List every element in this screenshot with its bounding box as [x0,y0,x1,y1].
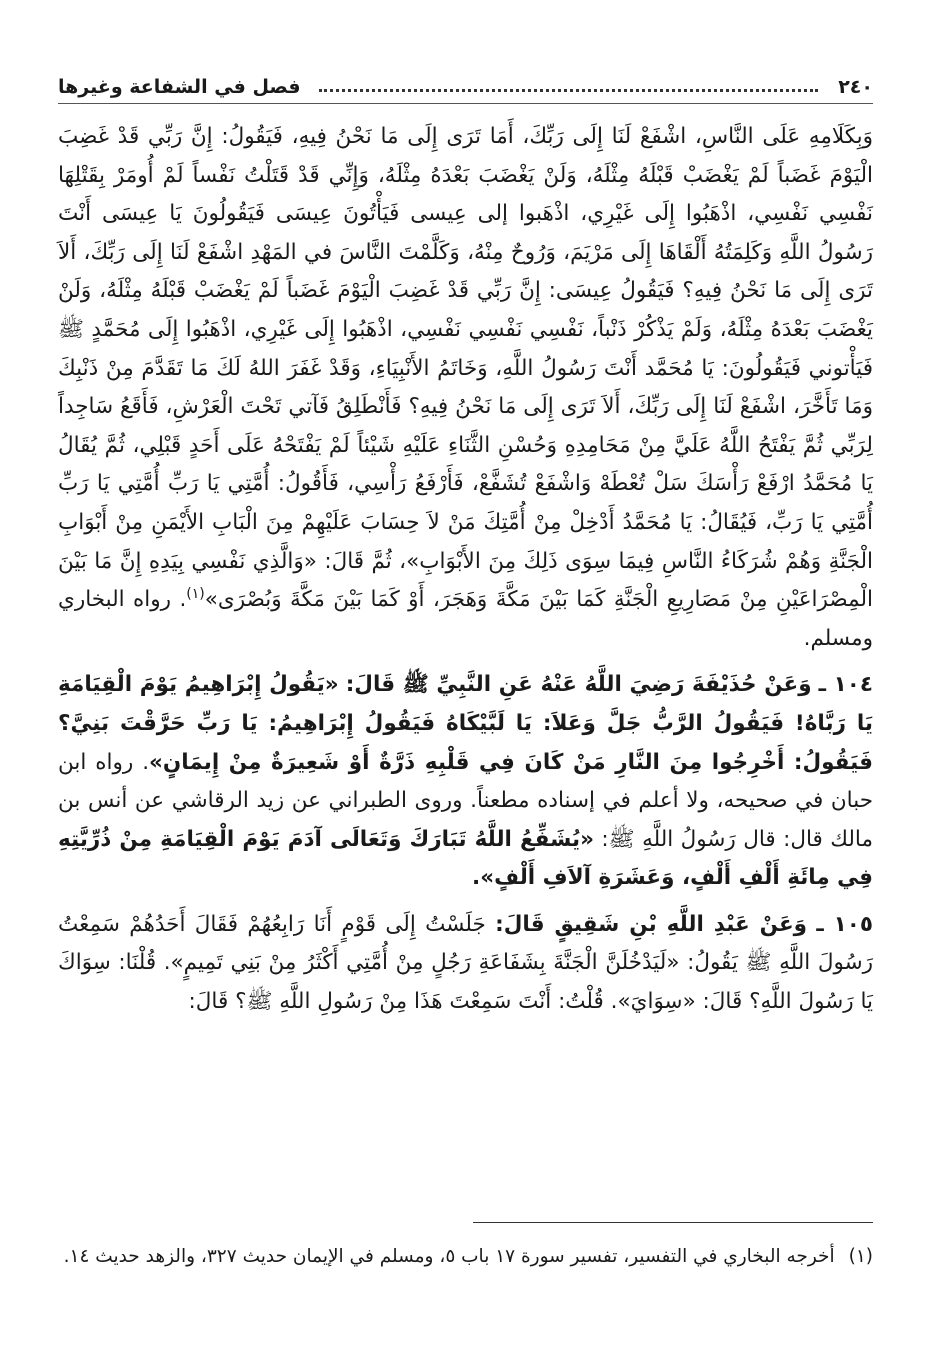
hadith-quote: «يَقُولُ إِبْرَاهِيمُ يَوْمَ الْقِيَامَةِ يَا رَبَّاهُ! فَيَقُولُ الرَّبُّ جَلَّ وَعَلاَ: يَا لَبَّيْكَاهُ فَيَقُولُ إِبْرَاهِيمُ: يَا رَبِّ حَرَّقْتَ بَنِيَّ؟ فَيَقُولُ: أَخْرِجُوا مِنَ النَّارِ مَنْ كَانَ فِي قَلْبِهِ ذَرَّةٌ أَوْ شَعِيرَةٌ مِنْ إِيمَانٍ» [58,672,873,775]
source-attribution: . رواه ابن حبان في صحيحه، ولا أعلم في إسناده مطعناً. وروى الطبراني عن زيد الرقاشي عن أنس بن مالك قال: قال رَسُولُ اللَّهِ ﷺ: [58,749,873,852]
footnote-marker: (١) [848,1246,873,1267]
footnote [58,1240,873,1274]
footnote-reference: (١) [186,585,205,602]
footnote-text: أخرجه البخاري في التفسير، تفسير سورة ١٧ باب ٥، ومسلم في الإيمان حديث ٣٢٧، والزهد حديث ١٤. [63,1246,835,1267]
paragraph-hadith-105 [58,906,873,1022]
hadith-narrator: وَعَنْ حُذَيْفَةَ رَضِيَ اللَّهُ عَنْهُ عَنِ النَّبِيِّ ﷺ قَالَ: [345,672,812,698]
hadith-text: جَلَسْتُ إِلَى قَوْمٍ أَنَا رَابِعُهُمْ فَقَالَ أَحَدُهُمْ سَمِعْتُ رَسُولَ اللَّهِ ﷺ يَقُولُ: «لَيَدْخُلَنَّ الْجَنَّةَ بِشَفَاعَةِ رَجُلٍ مِنْ أُمَّتِي أَكْثَرُ مِنْ بَنِي تَمِيمٍ». قُلْنَا: سِوَاكَ يَا رَسُولَ اللَّهِ؟ قَالَ: «سِوَايَ». قُلْتُ: أَنْتَ سَمِعْتَ هَذَا مِنْ رَسُولِ اللَّهِ ﷺ؟ قَالَ: [58,911,873,1015]
paragraph-hadith-104 [58,666,873,898]
hadith-text: وَبِكَلَامِهِ عَلَى النَّاسِ، اشْفَعْ لَنَا إِلَى رَبِّكَ، أَمَا تَرَى إِلَى مَا نَحْنُ فِيهِ، فَيَقُولُ: إِنَّ رَبِّي قَدْ غَضِبَ الْيَوْمَ غَضَباً لَمْ يَغْضَبْ قَبْلَهُ مِثْلَهُ، وَلَنْ يَغْضَبَ بَعْدَهُ مِثْلَهُ، وَإِنِّي قَدْ قَتَلْتُ نَفْساً لَمْ أُومَرْ بِقَتْلِهَا نَفْسِي نَفْسِي، اذْهَبُوا إِلَى غَيْرِي، اذْهَبوا إلى عِيسى فَيَأْتُونَ عِيسَى فَيَقُولُونَ يَا عِيسَى أَنْتَ رَسُولُ اللَّهِ وَكَلِمَتُهُ أَلْقَاهَا إِلَى مَرْيَمَ، وَرُوحٌ مِنْهُ، وَكَلَّمْتَ النَّاسَ في المَهْدِ اشْفَعْ لَنَا إِلَى رَبِّكَ، أَلاَ تَرَى إِلَى مَا نَحْنُ فِيهِ؟ فَيَقُولُ عِيسَى: إِنَّ رَبِّي قَدْ غَضِبَ الْيَوْمَ غَضَباً لَمْ يَغْضَبْ قَبْلَهُ مِثْلَهُ، وَلَنْ يَغْضَبَ بَعْدَهُ مِثْلَهُ، وَلَمْ يَذْكُرْ ذَنْباً، نَفْسِي نَفْسِي نَفْسِي، اذْهَبُوا إِلَى غَيْرِي، اذْهَبُوا إِلَى مُحَمَّدٍ ﷺ فَيَأْتوني فَيَقُولُونَ: يَا مُحَمَّد أَنْتَ رَسُولُ اللَّهِ، وَخَاتَمُ الأَنْبِيَاءِ، وَقَدْ غَفَرَ اللهُ لَكَ مَا تَقَدَّمَ مِنْ ذَنْبِكَ وَمَا تَأَخَّرَ، اشْفَعْ لَنَا إِلَى رَبِّكَ، أَلاَ تَرَى إِلَى مَا نَحْنُ فِيهِ؟ فَأَنْطَلِقُ فَآتي تَحْتَ الْعَرْشِ، فَأَقَعُ سَاجِداً لِرَبِّي ثُمَّ يَفْتَحُ اللَّهُ عَلَيَّ مِنْ مَحَامِدِهِ وَحُسْنِ الثَّنَاءِ عَلَيْهِ شَيْئاً لَمْ يَفْتَحْهُ عَلَى أَحَدٍ قَبْلِي، ثُمَّ يُقَالُ يَا مُحَمَّدُ ارْفَعْ رَأْسَكَ سَلْ تُعْطَهْ وَاشْفَعْ تُشَفَّعْ، فَأَرْفَعُ رَأْسِي، فَأَقُولُ: أُمَّتِي يَا رَبِّ أُمَّتِي يَا رَبِّ أُمَّتِي يَا رَبِّ، فَيُقَالُ: يَا مُحَمَّدُ أَدْخِلْ مِنْ أُمَّتِكَ مَنْ لاَ حِسَابَ عَلَيْهِمْ مِنَ الْبَابِ الأَيْمَنِ مِنْ أَبْوَابِ الْجَنَّةِ وَهُمْ شُرَكَاءُ النَّاسِ فِيمَا سِوَى ذَلِكَ مِنَ الأَبْوَابِ»، ثُمَّ قَالَ: «وَالَّذِي نَفْسِي بِيَدِهِ إِنَّ مَا بَيْنَ الْمِصْرَاعَيْنِ مِنْ مَصَارِيعِ الْجَنَّةِ كَمَا بَيْنَ مَكَّةَ وَهَجَرَ، أَوْ كَمَا بَيْنَ مَكَّةَ وَبُصْرَى» [58,124,873,613]
hadith-number: ١٠٥ ـ [816,911,874,937]
chapter-title: فصل في الشفاعة وغيرها [58,76,301,98]
paragraph-hadith-103-continued [58,118,873,658]
page-number: ٢٤٠ [838,76,873,98]
footnote-rule [473,1222,873,1223]
running-header [58,72,873,102]
hadith-narrator: وَعَنْ عَبْدِ اللَّهِ بْنِ شَقِيقٍ قَالَ: [495,911,808,937]
header-rule [58,103,873,104]
header-dot-leader [319,89,819,92]
hadith-quote-second: «يُشَفِّعُ اللَّهُ تَبَارَكَ وَتَعَالَى آدَمَ يَوْمَ الْقِيَامَةِ مِنْ ذُرِّيَّتِهِ فِي مِائَةِ أَلْفِ أَلْفٍ، وَعَشَرَةِ آلاَفِ أَلْفٍ». [58,826,873,891]
body-text [58,118,873,1022]
hadith-number: ١٠٤ ـ [818,672,873,698]
source-attribution: . رواه البخاري ومسلم. [58,587,873,651]
